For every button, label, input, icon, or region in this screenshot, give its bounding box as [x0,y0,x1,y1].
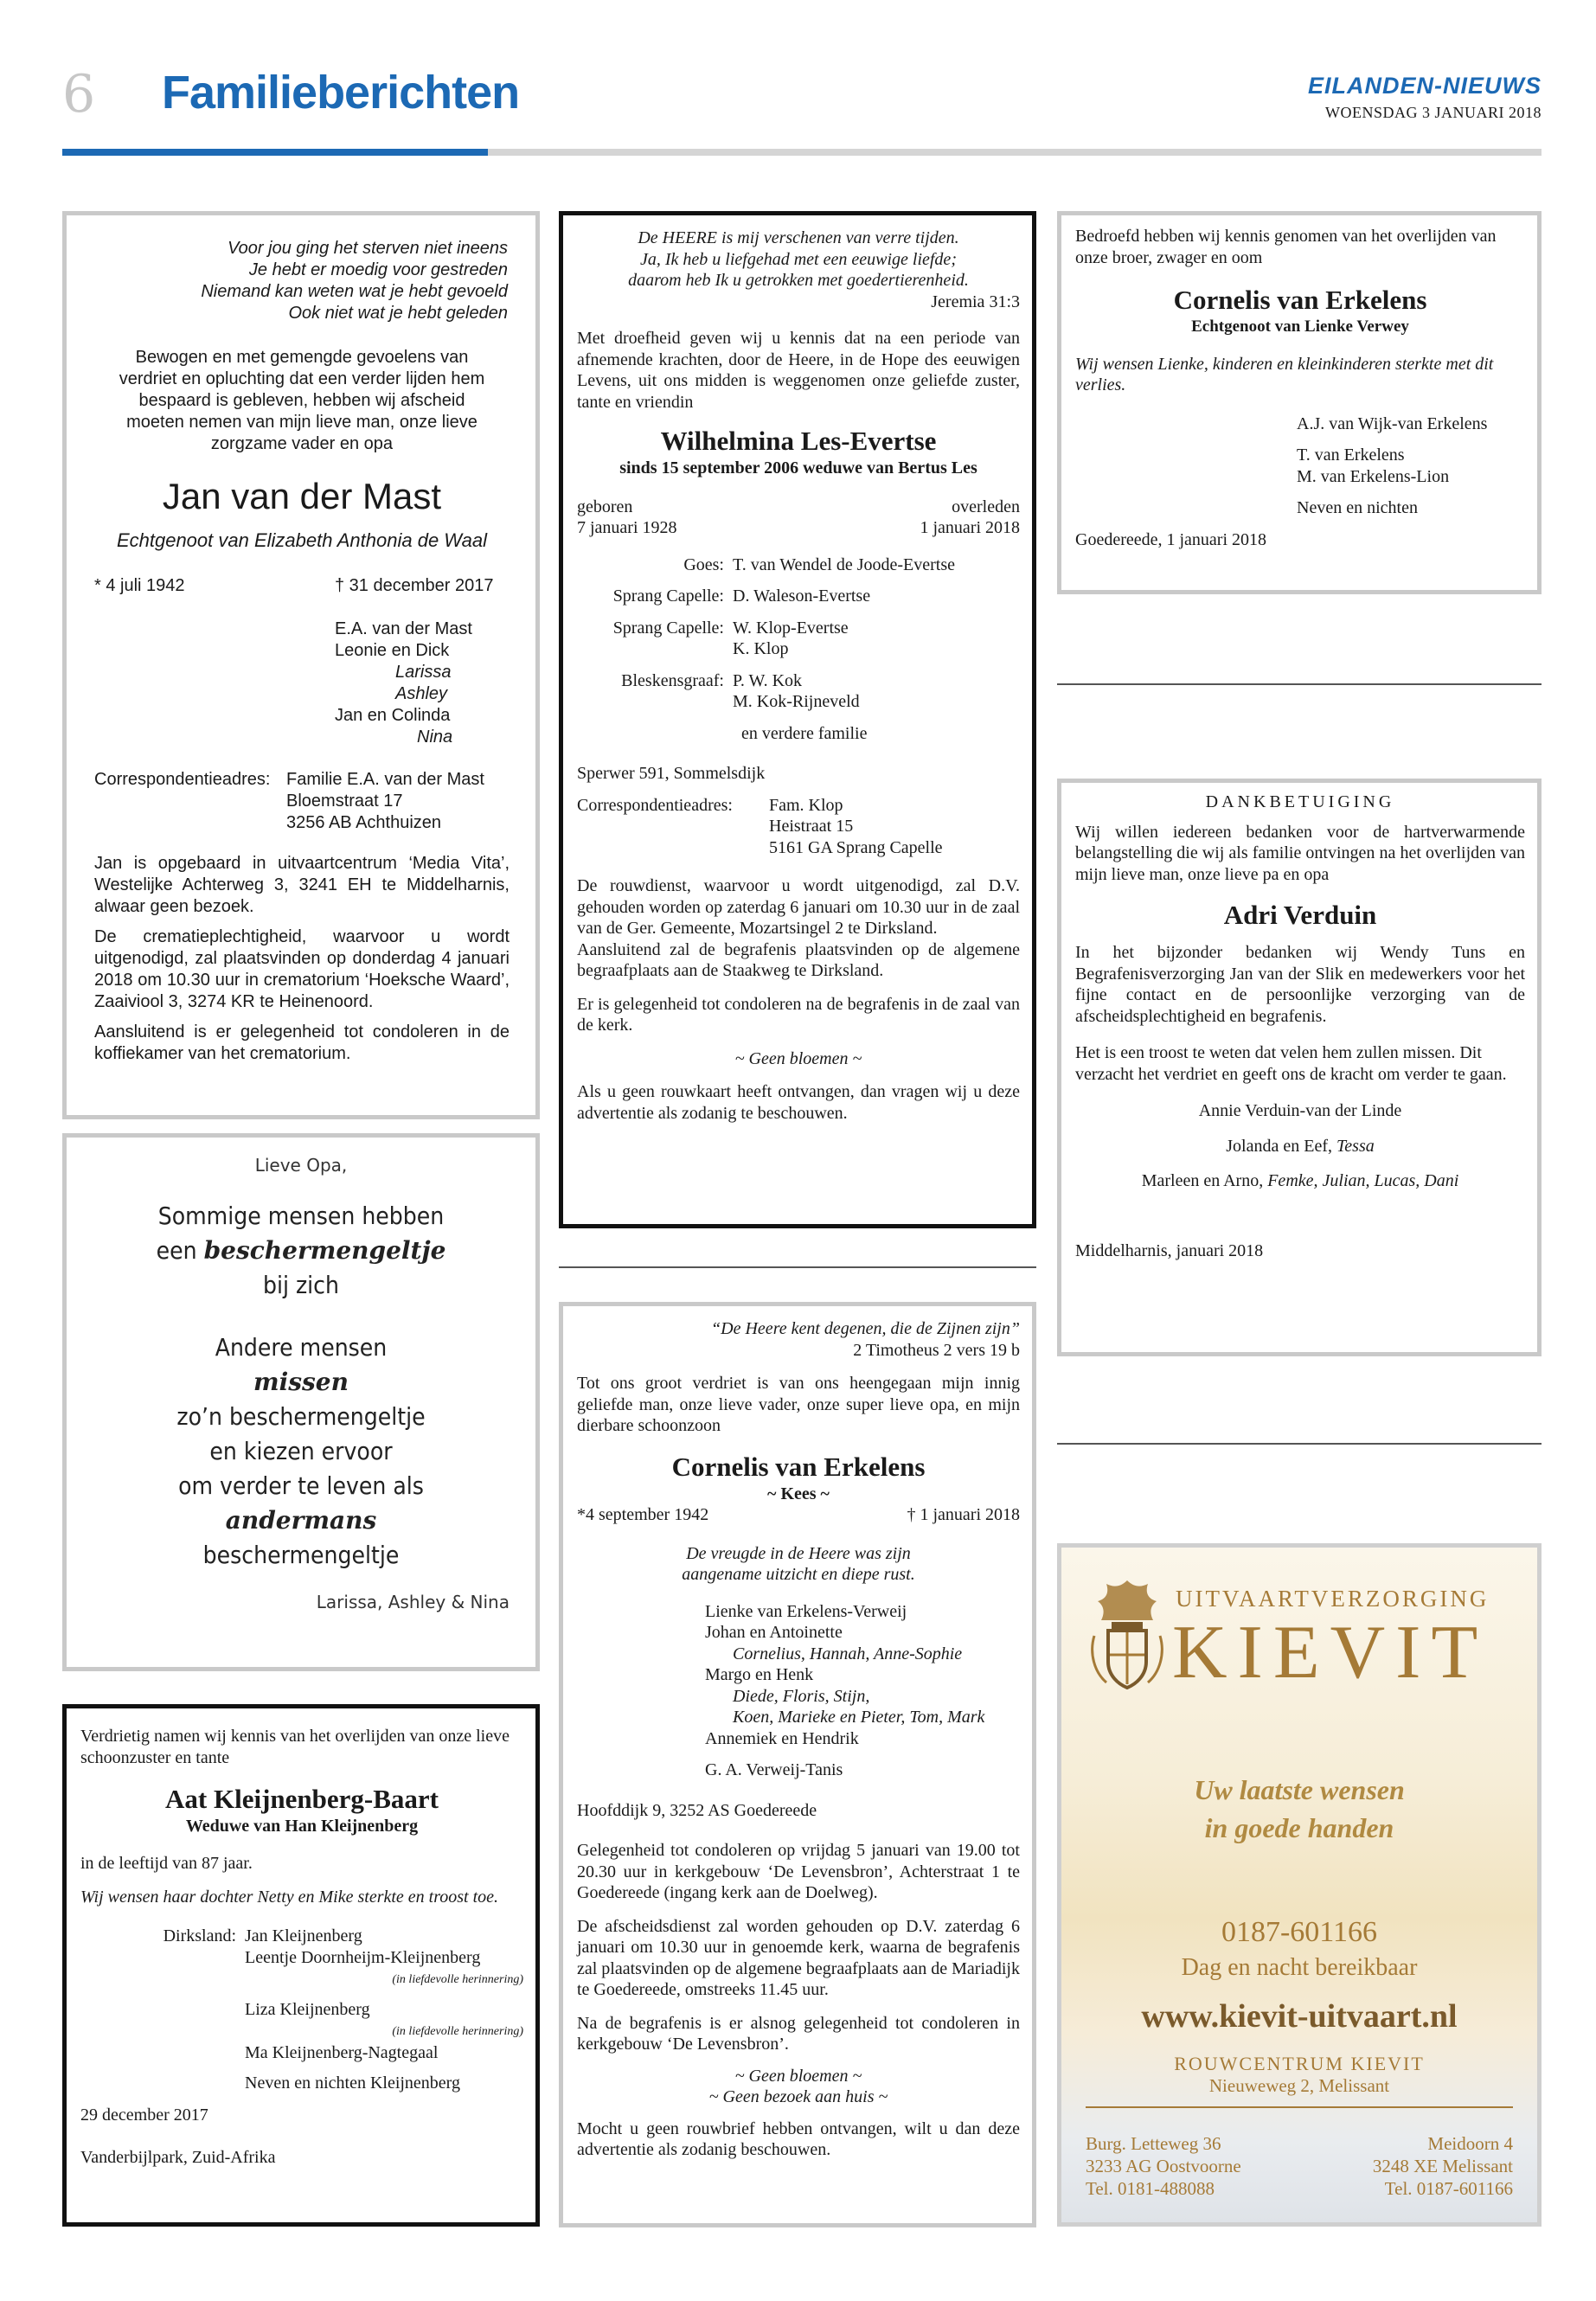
notice-aat-kleijnenberg [62,1704,540,2227]
notice-lieve-opa [62,1133,540,1671]
family-member: Johan en Antoinette [705,1623,843,1642]
ad-address-line: Meidoorn 4 [1427,2133,1513,2154]
family-list [335,619,510,748]
intro: Tot ons groot verdriet is van ons heengegaan mijn innig geliefde man, onze lieve vader, onze super lieve opa, en mijn dierbare schoonzoon [577,1374,1020,1435]
poem-line: Je hebt er moedig voor gestreden [248,260,508,279]
family-member: Liza Kleijnenberg [245,2000,370,2019]
family-member: Nina [417,727,453,747]
family-member: Ashley [395,684,448,703]
intro-line: bespaard is gebleven, hebben wij afscheid [138,391,465,410]
ad-address-line: Burg. Letteweg 36 [1086,2133,1221,2154]
family-member: K. Klop [733,639,789,658]
poem-line: bij zich [262,1271,340,1299]
notice-cornelis-van-erkelens-family [559,1302,1036,2227]
family-place: Sprang Capelle: [612,618,724,638]
family-member: Leentje Doornheijm-Kleijnenberg [245,1948,481,1967]
intro-line: zorgzame vader en opa [210,434,394,453]
ad-availability: Dag en nacht bereikbaar [1181,1954,1418,1981]
age-line: in de leeftijd van 87 jaar. [80,1854,253,1873]
death-date: † 31 december 2017 [335,576,494,595]
verse-line: De vreugde in de Heere was zijn [686,1543,911,1563]
newspaper-logo[interactable]: EILANDEN-NIEUWS [1308,73,1542,99]
service-info: De rouwdienst, waarvoor u wordt uitgenodigd, zal D.V. gehouden worden op zaterdag 6 januari om 10.30 uur in de zaal van de Ger. Gemeente, Mozartsingel 2 te Dirksland. [577,876,1020,938]
poem-line: beschermengeltje [202,1541,400,1569]
notice-heading: DANKBETUIGING [1205,792,1395,811]
birth-date: 7 januari 1928 [577,518,677,537]
signature: Larissa, Ashley & Nina [316,1592,510,1612]
family-member: Lienke van Erkelens-Verweij [705,1601,907,1621]
correspondence-line: Familie E.A. van der Mast [286,770,484,789]
poem-line: Andere mensen [215,1333,388,1362]
family-member: Jan Kleijnenberg [245,1926,362,1945]
notice-place-date: Goedereede, 1 januari 2018 [1075,529,1267,549]
correspondence-line: 5161 GA Sprang Capelle [769,837,943,857]
deceased-name: Adri Verduin [1223,900,1377,930]
burial-info: Aansluitend zal de begrafenis plaatsvinden op de algemene begraafplaats aan de Staakweg te Dirksland. [577,939,1020,980]
column-divider [559,1266,1036,1268]
family-member: Leonie en Dick [335,641,450,660]
intro: Met droefheid geven wij u kennis dat na een periode van afnemende krachten, door de Heere, in de Hope des eeuwigen Levens, uit ons midden is weggenomen onze geliefde zuster, tante en vriendin [577,329,1020,412]
poem-emphasis: beschermengeltje [203,1236,446,1265]
condolence-info: Aansluitend is er gelegenheid tot condoleren in de koffiekamer van het crematorium. [94,1022,510,1063]
memory-note: (in liefdevolle herinnering) [392,2025,523,2038]
poem-line: Ook niet wat je hebt geleden [288,304,508,323]
condolence-info: Gelegenheid tot condoleren op vrijdag 5 januari van 19.00 tot 20.30 uur in kerkgebouw ‘De Levensbron’, Achterstraat 1 te Goedereede (ingang kerk aan de Doelweg). [577,1841,1020,1902]
cremation-info: De crematieplechtigheid, waarvoor u wordt uitgenodigd, zal plaatsvinden op donderdag 4 januari 2018 om 10.30 uur in crematorium ‘Hoeksche Waard’, Zaaiviool 3, 3274 KR te Heinenoord. [94,927,510,1011]
signatory: Annie Verduin-van der Linde [1198,1101,1402,1120]
poem-emphasis: andermans [225,1506,377,1535]
death-date: 1 januari 2018 [920,518,1020,537]
poem-line: Niemand kan weten wat je hebt gevoeld [201,282,508,301]
family-list [705,1601,1020,1781]
correspondence-label: Correspondentieadres: [577,795,733,815]
deceased-name: Wilhelmina Les-Evertse [660,426,937,456]
poem-line: Voor jou ging het sterven niet ineens [228,239,508,258]
intro-line: verdriet en opluchting dat een verder lijden hem [119,369,485,388]
memory-note: (in liefdevolle herinnering) [392,1973,523,1986]
signatory: A.J. van Wijk-van Erkelens [1297,413,1488,433]
family-member: Diede, Floris, Stijn, [733,1686,870,1706]
signatory: T. van Erkelens [1297,445,1405,465]
family-member: W. Klop-Evertse [733,618,849,638]
signatory: Neven en nichten [1297,498,1418,517]
birth-date: *4 september 1942 [577,1505,709,1524]
ad-slogan-line: Uw laatste wensen [1194,1774,1405,1805]
widow-line: sinds 15 september 2006 weduwe van Bertus Les [619,458,977,478]
poem-line: en kiezen ervoor [209,1437,393,1465]
family-member: Larissa [395,663,452,682]
no-visits: ~ Geen bezoek aan huis ~ [708,2087,888,2106]
intro: Bedroefd hebben wij kennis genomen van het overlijden van onze broer, zwager en oom [1075,227,1497,267]
quote: “De Heere kent degenen, die de Zijnen zijn” [711,1319,1020,1338]
closing-note: Mocht u geen rouwbrief hebben ontvangen, wilt u dan deze advertentie als zodanig beschouwen. [577,2118,1020,2159]
poem-emphasis: missen [253,1368,349,1396]
widow-line: Weduwe van Han Kleijnenberg [185,1817,419,1836]
grandchild-names: Femke, Julian, Lucas, Dani [1267,1171,1459,1190]
ad-address-line[interactable]: Tel. 0187-601166 [1384,2178,1513,2199]
ad-company-type: UITVAARTVERZORGING [1176,1586,1490,1612]
advertisement-kievit[interactable] [1057,1543,1542,2227]
home-address: Hoofddijk 9, 3252 AS Goedereede [577,1800,817,1820]
poem-line: Sommige mensen hebben [157,1202,445,1230]
ad-center-address: Nieuweweg 2, Melissant [1208,2075,1390,2096]
family-member: Margo en Henk [705,1665,814,1684]
notice-dankbetuiging [1057,779,1542,1356]
correspondence-line: Heistraat 15 [769,817,854,836]
born-label: geboren [577,497,633,516]
page-header [62,61,1542,160]
deceased-name: Jan van der Mast [162,476,442,516]
poem-line: zo’n beschermengeltje [176,1402,426,1431]
no-flowers: ~ Geen bloemen ~ [734,2066,862,2086]
died-label: overleden [952,497,1020,516]
intro-line: moeten nemen van mijn lieve man, onze lieve [126,413,478,432]
ad-address-line[interactable]: Tel. 0181-488088 [1086,2178,1215,2199]
intro: Wij willen iedereen bedanken voor de hartverwarmende belangstelling die wij als familie ontvingen na het overlijden van mijn lieve man, onze lieve pa en opa [1075,822,1525,884]
family-member: G. A. Verweij-Tanis [705,1760,843,1779]
intro: Verdrietig namen wij kennis van het overlijden van onze lieve schoonzuster en tante [80,1727,510,1767]
signatory: Jolanda en Eef, [1226,1136,1332,1156]
header-rule-accent [62,149,488,156]
signatory: Marleen en Arno, [1141,1171,1264,1190]
wish-line: Wij wensen Lienke, kinderen en kleinkinderen sterkte met dit verlies. [1075,354,1494,394]
signatory: M. van Erkelens-Lion [1297,466,1450,486]
viewing-info: Jan is opgebaard in uitvaartcentrum ‘Media Vita’, Westelijke Achterweg 3, 3241 EH te Middelharnis, alwaar geen bezoek. [94,854,510,916]
quote-reference: 2 Timotheus 2 vers 19 b [853,1340,1020,1360]
correspondence-line: 3256 AB Achthuizen [286,813,442,832]
ad-company-name: KIEVIT [1172,1611,1489,1695]
column-divider [1057,1443,1542,1445]
ad-divider [1086,2106,1513,2108]
verse-line: daarom heb Ik u getrokken met goedertierenheid. [628,271,969,290]
wish-line: Wij wensen haar dochter Netty en Mike sterkte en troost toe. [80,1888,499,1907]
comfort-paragraph: Het is een troost te weten dat velen hem zullen missen. Dit verzacht het verdriet en geeft ons de kracht om verder te gaan. [1075,1043,1507,1084]
family-member: Jan en Colinda [335,706,451,725]
family-member: Koen, Marieke en Pieter, Tom, Mark [733,1708,985,1727]
no-flowers: ~ Geen bloemen ~ [734,1048,862,1068]
ad-address-line: 3248 XE Melissant [1372,2156,1513,2176]
further-family: en verdere familie [741,723,868,743]
correspondence-line: Bloemstraat 17 [286,792,403,811]
correspondence-line: Fam. Klop [769,795,843,815]
ad-slogan [1061,1771,1537,1847]
family-member: Ma Kleijnenberg-Nagtegaal [245,2043,439,2062]
family-member: Cornelius, Hannah, Anne-Sophie [733,1644,963,1663]
verse-line: Ja, Ik heb u liefgehad met een eeuwige liefde; [640,249,957,269]
birth-date: * 4 juli 1942 [94,576,185,595]
ad-center-name: ROUWCENTRUM KIEVIT [1174,2053,1425,2074]
nickname: ~ Kees ~ [767,1484,830,1503]
ad-address-right [1373,2132,1513,2200]
grandchild-names: Tessa [1336,1136,1375,1156]
spouse-line: Echtgenoot van Elizabeth Anthonia de Waal [116,529,488,551]
closing-note: Als u geen rouwkaart heeft ontvangen, dan vragen wij u deze advertentie als zodanig te beschouwen. [577,1082,1020,1123]
intro-line: Bewogen en met gemengde gevoelens van [135,348,469,367]
home-address: Sperwer 591, Sommelsdijk [577,764,766,783]
ad-website-link[interactable]: www.kievit-uitvaart.nl [1141,1998,1458,2035]
death-date: † 1 januari 2018 [907,1505,1020,1524]
family-member: M. Kok-Rijneveld [733,692,860,711]
spouse-line: Echtgenoot van Lienke Verwey [1191,317,1409,336]
notice-place-date: Middelharnis, januari 2018 [1075,1240,1264,1260]
column-divider [1057,683,1542,685]
ad-phone[interactable]: 0187-601166 [1221,1916,1378,1948]
page-number: 6 [62,64,96,125]
verse-reference: Jeremia 31:3 [931,292,1020,311]
notice-wilhelmina-les-evertse [559,211,1036,1228]
ad-slogan-line: in goede handen [1204,1812,1394,1843]
correspondence-label: Correspondentieadres: [94,770,271,789]
deceased-name: Cornelis van Erkelens [671,1451,926,1482]
after-burial-info: Na de begrafenis is er alsnog gelegenheid tot condoleren in kerkgebouw ‘De Levensbron’. [577,2013,1020,2054]
notice-date: 29 december 2017 [80,2106,208,2125]
family-place: Sprang Capelle: [612,586,724,606]
notice-location: Vanderbijlpark, Zuid-Afrika [80,2148,276,2167]
notice-cornelis-van-erkelens-siblings [1057,211,1542,594]
family-member: Neven en nichten Kleijnenberg [245,2073,460,2093]
poem-line: een [156,1236,197,1265]
family-place: Bleskensgraaf: [621,670,724,690]
family-crest-logo [1086,1575,1169,1696]
ad-address-line: 3233 AG Oostvoorne [1086,2156,1241,2176]
thanks-paragraph: In het bijzonder bedanken wij Wendy Tuns en Begrafenisverzorging Jan van der Slik en medewerkers voor het fijne contact en de persoonlijke verzorging van de afscheidsplechtigheid en begrafenis. [1075,943,1525,1026]
family-member: T. van Wendel de Joode-Evertse [733,554,956,574]
deceased-name: Cornelis van Erkelens [1173,285,1427,315]
family-member: Annemiek en Hendrik [705,1728,859,1748]
deceased-name: Aat Kleijnenberg-Baart [165,1784,439,1814]
service-info: De afscheidsdienst zal worden gehouden op D.V. zaterdag 6 januari om 10.30 uur in genoemde kerk, waarna de begrafenis zal plaatsvinden op de algemene begraafplaats aan de Mariadijk te Goedereede, omstreeks 11.45 uur. [577,1916,1020,1999]
notice-jan-van-der-mast [62,211,540,1119]
family-member: E.A. van der Mast [335,619,472,638]
family-member: D. Waleson-Evertse [733,586,871,606]
poem-line: om verder te leven als [178,1471,424,1500]
verse-line: De HEERE is mij verschenen van verre tijden. [638,228,959,247]
family-member: P. W. Kok [733,670,803,690]
family-place: Dirksland: [163,1926,236,1945]
issue-date: WOENSDAG 3 JANUARI 2018 [1325,104,1542,121]
condolence-info: Er is gelegenheid tot condoleren na de begrafenis in de zaal van de kerk. [577,994,1020,1035]
section-title: Familieberichten [162,67,520,119]
verse-line: aangename uitzicht en diepe rust. [682,1565,915,1584]
family-place: Goes: [683,554,724,574]
ad-address-left [1086,2132,1241,2200]
salutation: Lieve Opa, [254,1155,348,1176]
